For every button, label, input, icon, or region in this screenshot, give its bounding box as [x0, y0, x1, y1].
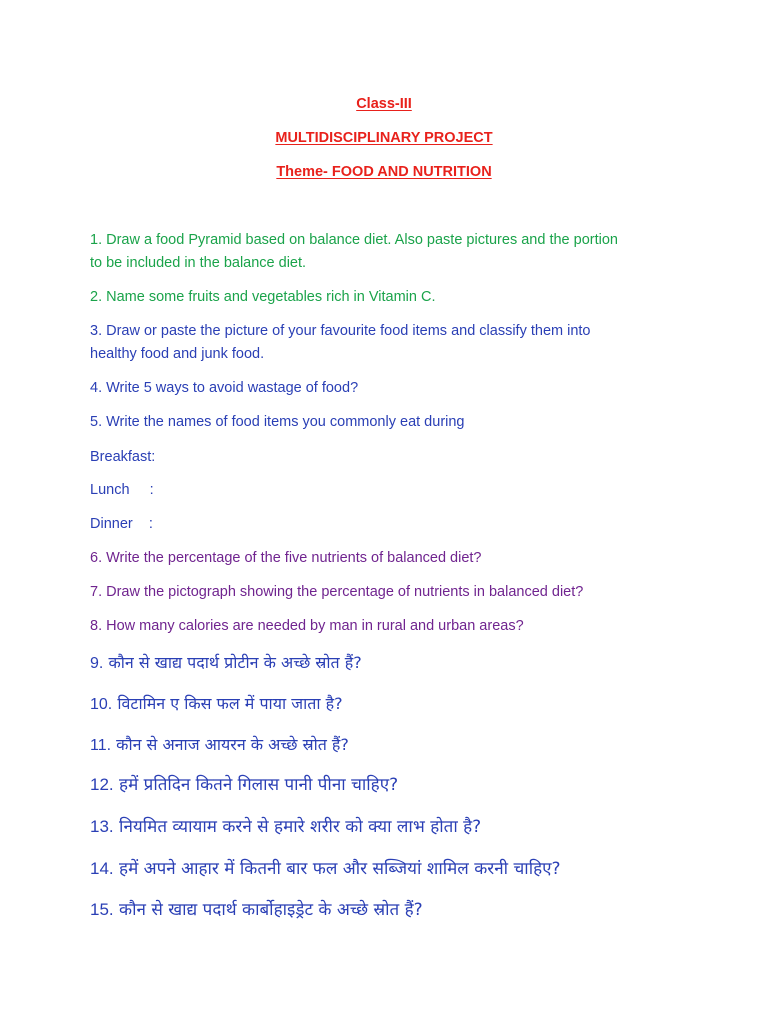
question-number: 11.	[90, 737, 112, 754]
question-5: 5. Write the names of food items you commonly eat during	[90, 414, 465, 430]
meal-breakfast: Breakfast:	[90, 449, 156, 465]
question-text: विटामिन ए किस फल में पाया जाता है?	[117, 694, 343, 713]
question-8: 8. How many calories are needed by man in rural and urban areas?	[90, 618, 524, 634]
question-number: 15.	[90, 900, 114, 919]
question-text: कौन से अनाज आयरन के अच्छे स्रोत हैं?	[116, 735, 349, 754]
question-text: हमें प्रतिदिन कितने गिलास पानी पीना चाहिए?	[119, 775, 399, 795]
meal-lunch: Lunch :	[90, 482, 154, 498]
class-heading: Class-III	[356, 96, 412, 112]
hindi-question-12	[90, 772, 730, 795]
hindi-question-11	[90, 733, 730, 755]
question-number: 10.	[90, 696, 113, 713]
question-number: 13.	[90, 817, 114, 836]
question-1-line-1: 1. Draw a food Pyramid based on balance diet. Also paste pictures and the portion	[90, 232, 618, 248]
question-3-line-2: healthy food and junk food.	[90, 346, 265, 362]
question-6: 6. Write the percentage of the five nutrients of balanced diet?	[90, 550, 482, 566]
question-text: कौन से खाद्य पदार्थ प्रोटीन के अच्छे स्रोत हैं?	[108, 653, 362, 672]
hindi-question-9	[90, 651, 730, 673]
question-number: 14.	[90, 859, 114, 878]
hindi-question-13	[90, 814, 730, 837]
question-text: कौन से खाद्य पदार्थ कार्बोहाइड्रेट के अच्छे स्रोत हैं?	[119, 900, 423, 920]
question-number: 9.	[90, 655, 104, 672]
question-7: 7. Draw the pictograph showing the percentage of nutrients in balanced diet?	[90, 584, 584, 600]
question-3-line-1: 3. Draw or paste the picture of your favourite food items and classify them into	[90, 323, 591, 339]
question-number: 12.	[90, 775, 114, 794]
question-2: 2. Name some fruits and vegetables rich in Vitamin C.	[90, 289, 436, 305]
hindi-question-10	[90, 692, 730, 714]
question-text: हमें अपने आहार में कितनी बार फल और सब्जियां शामिल करनी चाहिए?	[119, 859, 561, 879]
question-4: 4. Write 5 ways to avoid wastage of food?	[90, 380, 359, 396]
theme-title: Theme- FOOD AND NUTRITION	[276, 164, 492, 180]
question-1-line-2: to be included in the balance diet.	[90, 255, 307, 271]
question-text: नियमित व्यायाम करने से हमारे शरीर को क्या लाभ होता है?	[119, 817, 482, 837]
hindi-question-14	[90, 856, 730, 879]
project-title: MULTIDISCIPLINARY PROJECT	[275, 130, 493, 146]
meal-dinner: Dinner :	[90, 516, 153, 532]
hindi-question-15	[90, 897, 730, 920]
